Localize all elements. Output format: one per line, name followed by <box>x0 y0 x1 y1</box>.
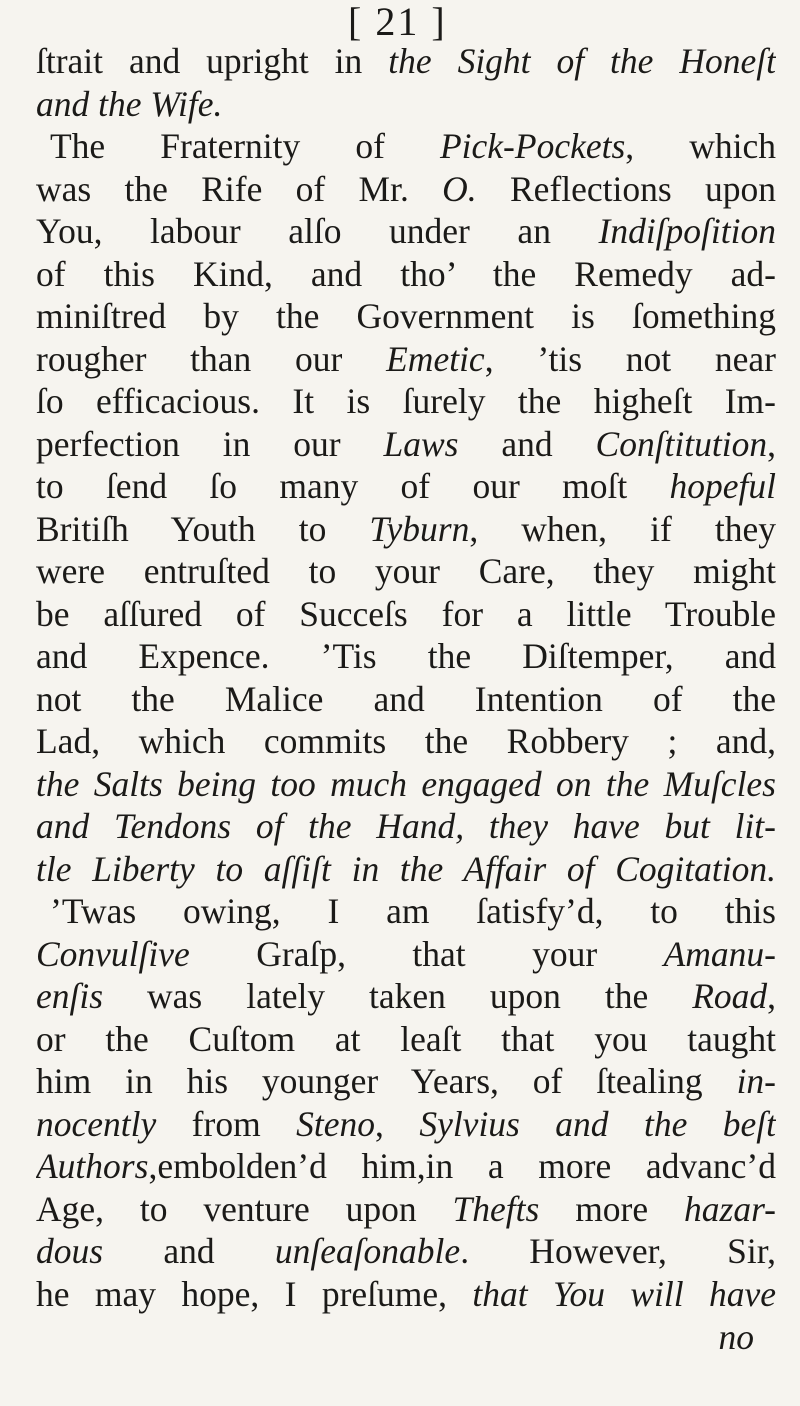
catchword: no <box>718 1317 754 1357</box>
body-text <box>36 40 776 1315</box>
text-line <box>36 1230 776 1273</box>
text-line <box>36 1145 776 1188</box>
text-segment: the Salts being too much engaged on the Muſcles <box>36 763 776 804</box>
text-segment: and Tendons of the Hand, they have but lit- <box>36 806 776 846</box>
text-segment: Graſp, that your <box>189 933 664 974</box>
text-segment: Tyburn <box>369 508 470 549</box>
text-line <box>36 125 776 168</box>
text-segment: he may hope, I preſume, <box>36 1273 473 1314</box>
text-segment: and <box>458 423 596 464</box>
text-segment: Laws <box>383 423 459 464</box>
text-line <box>36 508 776 551</box>
text-line <box>36 805 776 848</box>
text-line <box>36 210 776 253</box>
text-line <box>36 1273 776 1316</box>
text-segment: miniſtred by the Government is ſomething <box>36 296 776 336</box>
text-segment: Conſtitution <box>595 423 768 464</box>
text-segment: , <box>767 423 776 464</box>
text-line <box>36 168 776 211</box>
text-segment: Age, to venture upon <box>36 1188 453 1229</box>
text-segment: was the Rife of Mr. <box>36 168 443 209</box>
text-line <box>36 40 776 83</box>
text-segment: . However, Sir, <box>460 1231 776 1271</box>
text-segment: from <box>156 1103 297 1144</box>
text-segment: ’Twas owing, I am ſatisfy’d, to this <box>50 891 776 931</box>
text-segment: were entruſted to your Care, they might <box>36 551 776 591</box>
text-segment: Emetic <box>386 338 485 379</box>
text-segment: ſo efficacious. It is ſurely the higheſt Im- <box>36 381 776 421</box>
text-line <box>36 678 776 721</box>
text-segment: ,embolden’d him,in a more advanc’d <box>148 1146 776 1186</box>
text-line <box>36 338 776 381</box>
text-line <box>36 423 776 466</box>
text-segment: enſis <box>36 976 104 1016</box>
text-line <box>36 763 776 806</box>
text-segment: hazar- <box>684 1188 776 1229</box>
text-segment: be aſſured of Succeſs for a little Trouble <box>36 593 776 634</box>
text-segment: Authors <box>36 1146 149 1186</box>
text-line <box>36 593 776 636</box>
text-segment: Britiſh Youth to <box>36 508 370 549</box>
text-segment: , ’tis not near <box>484 338 776 379</box>
text-segment: him in his younger Years, of ſtealing <box>36 1061 737 1101</box>
text-segment: and Expence. ’Tis the Diſtemper, and <box>36 636 776 676</box>
text-segment: tle Liberty to aſſiſt in the Affair of Cogitation. <box>36 848 776 889</box>
text-segment: hopeful <box>669 466 776 506</box>
text-line <box>36 1103 776 1146</box>
text-line <box>36 975 776 1018</box>
text-segment: , <box>375 1103 420 1144</box>
text-segment: perfection in our <box>36 423 384 464</box>
text-segment: Thefts <box>452 1188 540 1229</box>
text-line <box>36 720 776 763</box>
text-segment: The Fraternity of <box>50 126 440 166</box>
text-segment: or the Cuſtom at leaſt that you taught <box>36 1018 776 1059</box>
text-segment: , <box>767 976 776 1016</box>
text-segment: was lately taken upon the <box>103 976 693 1016</box>
text-line <box>36 1060 776 1103</box>
text-segment: Sylvius and the beſt <box>419 1103 776 1144</box>
text-segment: You, labour alſo under an <box>36 211 599 251</box>
text-segment: Road <box>692 976 768 1016</box>
text-segment: to ſend ſo many of our moſt <box>36 466 670 506</box>
page-number: [ 21 ] <box>348 0 447 44</box>
text-segment: Lad, which commits the Robbery ; and, <box>36 721 776 761</box>
text-segment: Steno <box>296 1103 375 1144</box>
text-segment: that You will have <box>472 1273 776 1314</box>
text-line <box>36 1018 776 1061</box>
text-line <box>36 635 776 678</box>
text-segment: Amanu- <box>663 933 776 974</box>
text-segment: dous <box>36 1231 104 1271</box>
text-line <box>36 253 776 296</box>
text-segment: Pick-Pockets <box>440 126 626 166</box>
text-segment: unſeaſonable <box>274 1231 461 1271</box>
text-line <box>36 848 776 891</box>
text-segment: of this Kind, and tho’ the Remedy ad- <box>36 253 776 294</box>
text-line <box>36 890 776 933</box>
text-segment: not the Malice and Intention of the <box>36 678 776 719</box>
text-line <box>36 465 776 508</box>
text-segment: and the Wife. <box>36 83 223 124</box>
text-line <box>36 380 776 423</box>
text-segment: Indiſpoſition <box>598 211 776 251</box>
text-segment: in- <box>736 1061 776 1101</box>
text-line <box>36 550 776 593</box>
text-segment: ſtrait and upright in <box>36 41 389 81</box>
text-segment: Reflections upon <box>476 168 776 209</box>
text-line <box>36 933 776 976</box>
text-line <box>36 83 776 126</box>
text-line <box>36 1188 776 1231</box>
text-segment: and <box>103 1231 275 1271</box>
text-segment: rougher than our <box>36 338 387 379</box>
text-segment: Convulſive <box>36 933 190 974</box>
text-segment: more <box>539 1188 684 1229</box>
text-segment: the Sight of the Honeſt <box>388 41 776 81</box>
text-segment: , which <box>625 126 776 166</box>
text-segment: O. <box>442 168 477 209</box>
text-line <box>36 295 776 338</box>
text-segment: , when, if they <box>469 508 776 549</box>
text-segment: nocently <box>36 1103 157 1144</box>
